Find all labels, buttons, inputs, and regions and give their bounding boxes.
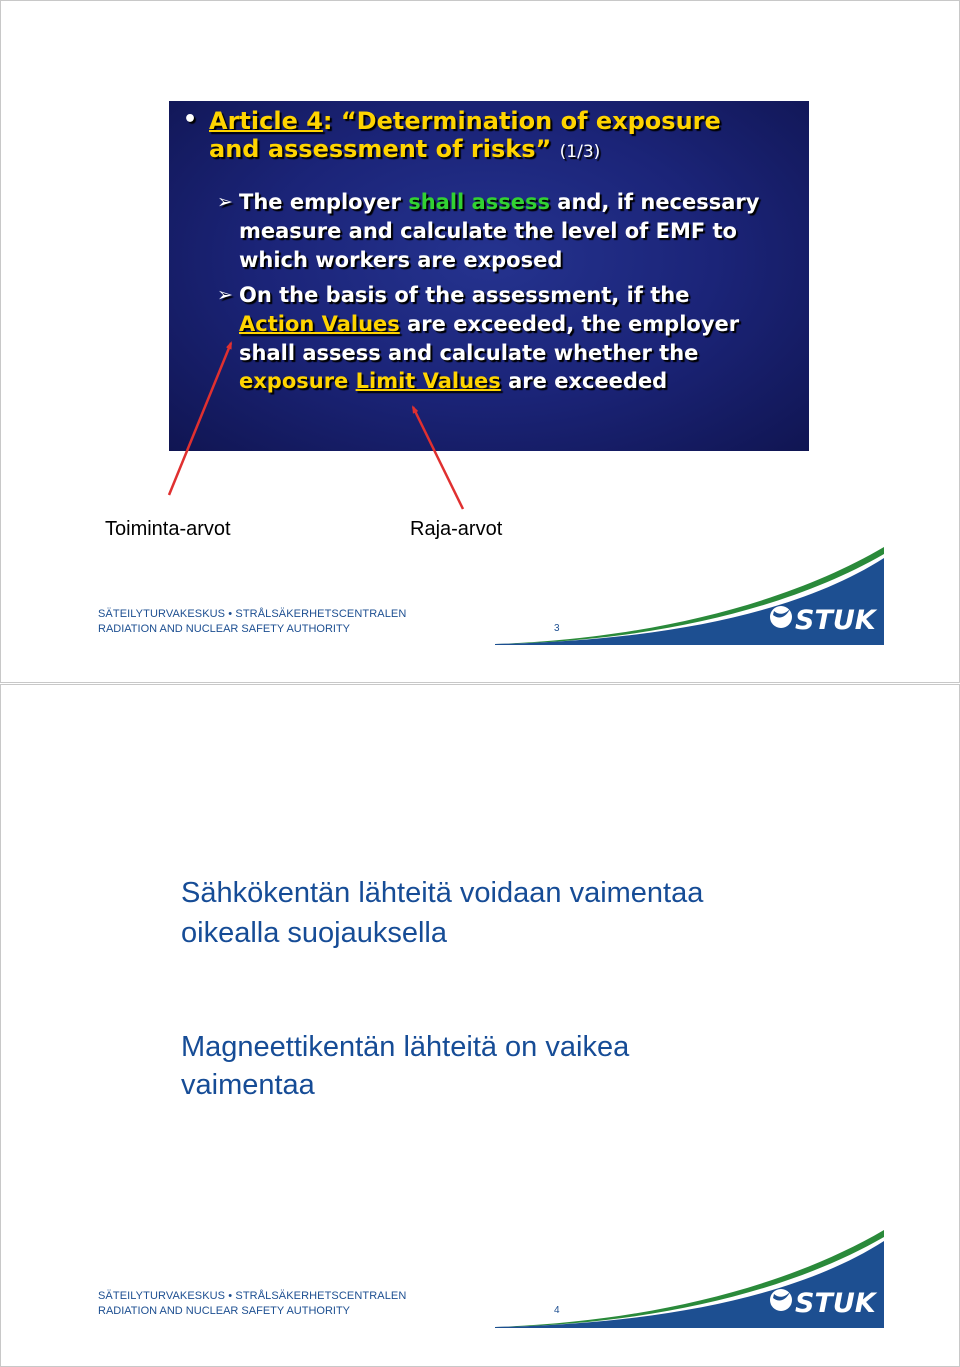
point1-line3: which workers are exposed xyxy=(239,248,563,272)
footer-org-english: RADIATION AND NUCLEAR SAFETY AUTHORITY xyxy=(98,1305,351,1317)
footer-org-names: SÄTEILYTURVAKESKUS • STRÅLSÄKERHETSCENTRALEN xyxy=(98,608,407,620)
label-limit-values: Raja-arvot xyxy=(410,518,503,540)
label-action-values: Toiminta-arvot xyxy=(105,518,231,540)
electric-field-line2: oikealla suojauksella xyxy=(181,917,447,949)
article-title-line2: and assessment of risks” (1/3) xyxy=(209,135,601,163)
magnetic-field-line2: vaimentaa xyxy=(181,1069,315,1101)
point2-line3: shall assess and calculate whether the xyxy=(239,341,699,365)
embedded-slide-image xyxy=(169,101,809,451)
stuk-logo-icon xyxy=(770,606,792,628)
stuk-logo-text: STUK xyxy=(795,605,876,636)
article-title-line1: Article 4: “Determination of exposure xyxy=(209,107,721,135)
slide-4 xyxy=(0,684,960,1367)
footer-org-english: RADIATION AND NUCLEAR SAFETY AUTHORITY xyxy=(98,623,351,635)
point2-line1: On the basis of the assessment, if the xyxy=(239,283,690,307)
point1-line1: The employer shall assess and, if necessary xyxy=(239,190,760,214)
page-number: 3 xyxy=(554,623,560,634)
page-number: 4 xyxy=(554,1305,560,1316)
point1-line2: measure and calculate the level of EMF to xyxy=(239,219,737,243)
stuk-logo-text: STUK xyxy=(795,1288,876,1319)
magnetic-field-line1: Magneettikentän lähteitä on vaikea xyxy=(181,1031,630,1063)
stuk-logo-icon xyxy=(770,1289,792,1311)
stuk-logo-band xyxy=(495,1228,885,1328)
point2-line4: exposure Limit Values are exceeded xyxy=(239,369,668,393)
title-bullet: • xyxy=(183,107,198,132)
point2-arrow-icon: ➢ xyxy=(217,284,233,306)
point1-arrow-icon: ➢ xyxy=(217,191,233,213)
stuk-logo-band xyxy=(495,545,885,645)
slide-3 xyxy=(0,0,960,683)
point2-line2: Action Values are exceeded, the employer xyxy=(239,312,740,336)
footer-org-names: SÄTEILYTURVAKESKUS • STRÅLSÄKERHETSCENTRALEN xyxy=(98,1290,407,1302)
electric-field-line1: Sähkökentän lähteitä voidaan vaimentaa xyxy=(181,877,704,909)
